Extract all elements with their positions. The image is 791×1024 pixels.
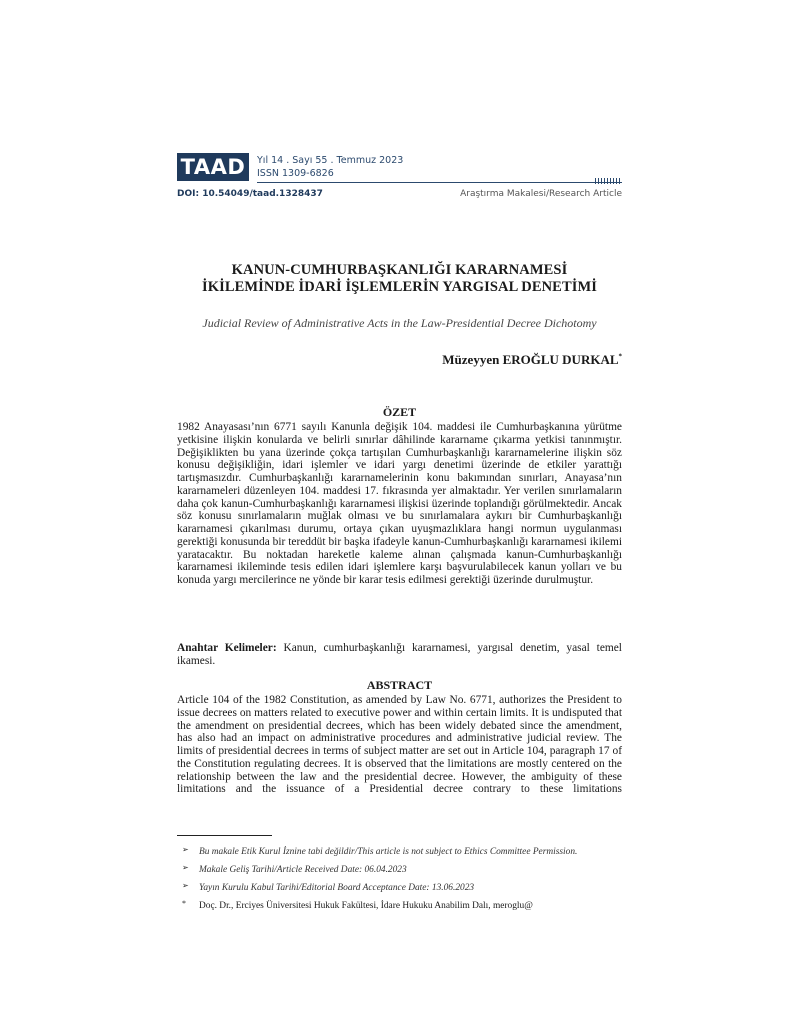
keywords-label: Anahtar Kelimeler: bbox=[177, 642, 277, 654]
abstract-body: Article 104 of the 1982 Constitution, as amended by Law No. 6771, authorizes the President to issue decrees on matters related to executive power and within certain limits. It is undisputed that the amendment on presidential decrees, which has been widely debated since the amendment, has also had an impact on administrative procedures and administrative judicial review. The limits of presidential decrees in terms of subject matter are set out in Article 104, paragraph 17 of the Constitution regulating decrees. It is observed that the limitations are mostly centered on the relationship between the law and the presidential decree. However, the ambiguity of these limitations and the issuance of a Presidential decree contrary to these limitations bbox=[177, 694, 622, 796]
arrow-bullet-icon: ➢ bbox=[182, 881, 189, 890]
paper-title bbox=[177, 262, 622, 296]
doi-link[interactable]: DOI: 10.54049/taad.1328437 bbox=[177, 189, 323, 199]
author-footnote-mark[interactable]: * bbox=[618, 352, 622, 361]
journal-logo: TAAD bbox=[177, 153, 249, 181]
issue-line: Yıl 14 . Sayı 55 . Temmuz 2023 bbox=[257, 155, 404, 166]
footnote-text: Bu makale Etik Kurul İznine tabi değildir/This article is not subject to Ethics Committee Permission. bbox=[199, 847, 578, 857]
footnote-text: Makale Geliş Tarihi/Article Received Date: 06.04.2023 bbox=[199, 865, 407, 875]
keywords bbox=[177, 642, 622, 668]
author-name: Müzeyyen EROĞLU DURKAL bbox=[442, 352, 619, 367]
header-rule-ticks-icon bbox=[595, 178, 622, 184]
author bbox=[442, 352, 622, 368]
footnote-text: Doç. Dr., Erciyes Üniversitesi Hukuk Fakültesi, İdare Hukuku Anabilim Dalı, meroglu@ bbox=[199, 901, 533, 911]
issn: ISSN 1309-6826 bbox=[257, 168, 334, 179]
title-line-2: İKİLEMİNDE İDARİ İŞLEMLERİN YARGISAL DENETİMİ bbox=[201, 279, 597, 295]
asterisk-mark: * bbox=[182, 899, 186, 908]
footnote-rule bbox=[177, 835, 272, 836]
keywords-text: Kanun, cumhurbaşkanlığı kararnamesi, yargısal denetim, yasal temel ikamesi. bbox=[177, 642, 622, 667]
title-line-1: KANUN-CUMHURBAŞKANLIĞI KARARNAMESİ bbox=[231, 262, 568, 278]
footnote-text: Yayın Kurulu Kabul Tarihi/Editorial Board Acceptance Date: 13.06.2023 bbox=[199, 883, 475, 893]
journal-header bbox=[177, 153, 622, 203]
header-rule bbox=[257, 182, 595, 183]
issue-info bbox=[257, 154, 403, 180]
english-title: Judicial Review of Administrative Acts in the Law-Presidential Decree Dichotomy bbox=[202, 316, 597, 330]
ozet-body: 1982 Anayasası’nın 6771 sayılı Kanunla değişik 104. maddesi ile Cumhurbaşkanına yürütme yetkisine ilişkin konularda ve belirli sınırlar dâhilinde kararname çıkarma yetkisi tanınmıştır. Değişiklikten bu yana üzerinde çokça tartışılan Cumhurbaşkanlığı kararnamelerine ilişkin söz konusu değişikliğin, idari işlemler ve idari yargı denetimi üzerinde de etkiler yarattığı tartışmasızdır. Cumhurbaşkanlığı kararnamelerinin konu bakımından sınırları, Anayasa’nın kararnameleri düzenleyen 104. maddesi 17. fıkrasında yer almaktadır. Yer verilen sınırlamaların daha çok kanun-Cumhurbaşkanlığı kararnamesi ilişkisi üzerinde toplandığı görülmektedir. Ancak söz konusu sınırlamaların muğlak olması ve bu sınırlamalara aykırı bir Cumhurbaşkanlığı kararnamesi çıkarılması durumu, ortaya çıkan uyuşmazlıklara hangi normun uygulanması gerektiği konusunda bir tereddüt bir başka ifadeyle kanun-Cumhurbaşkanlığı kararnamesi ikilemi yaratacaktır. Bu noktadan hareketle kaleme alınan çalışmada kanun-Cumhurbaşkanlığı kararnamesi ikileminde tesis edilen idari işlemlere karşı başvurulabilecek kanun yolları ve bu konuda yargı mercilerince ne yönde bir karar tesis edilmesi gerektiği üzerinde durulmuştur. bbox=[177, 421, 622, 586]
arrow-bullet-icon: ➢ bbox=[182, 863, 189, 872]
arrow-bullet-icon: ➢ bbox=[182, 845, 189, 854]
abstract-heading: ABSTRACT bbox=[366, 678, 433, 692]
ozet-heading: ÖZET bbox=[382, 405, 417, 419]
article-type: Araştırma Makalesi/Research Article bbox=[460, 189, 622, 199]
